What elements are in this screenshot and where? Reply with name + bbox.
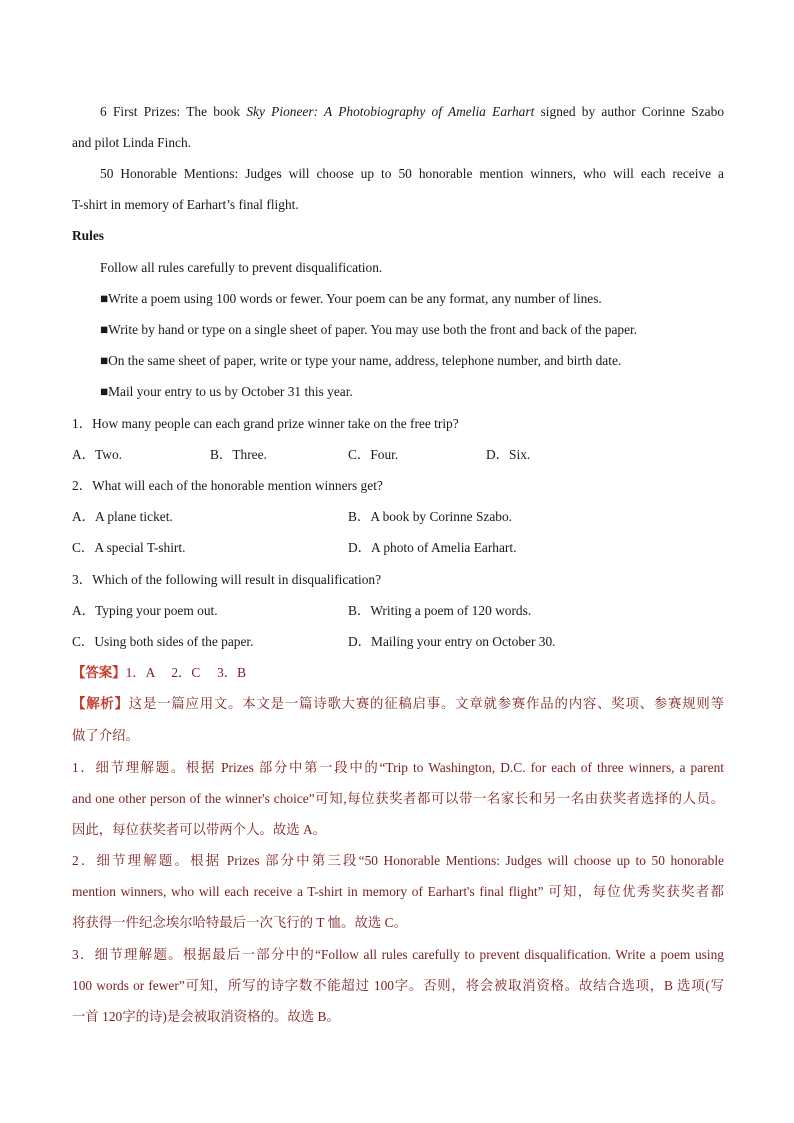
analysis-q3-line-2: 100 words or fewer”可知，所写的诗字数不能超过 100字。否则，将会被取消资格。故结合选项，B 选项(写 [72,978,724,993]
rules-heading: Rules [72,228,104,243]
rule-item: ■Write a poem using 100 words or fewer. Your poem can be any format, any number of lines. [100,291,602,306]
q2-option-a: A．A plane ticket. [72,509,173,524]
q1-option-d: D．Six. [486,447,531,462]
q3-option-a: A．Typing your poem out. [72,603,218,618]
answer-text: 1．A 2．C 3．B [125,665,247,680]
question-3-stem: 3．Which of the following will result in disqualification? [72,572,382,587]
analysis-tag: 【解析】 [72,696,129,711]
analysis-q2-line-1: 2．细节理解题。根据 Prizes 部分中第三段“50 Honorable Mentions: Judges will choose up to 50 honorable [72,853,724,868]
q1-option-b: B．Three. [210,447,267,462]
answer-tag: 【答案】 [72,665,126,680]
analysis-q1-line-3: 因此，每位获奖者可以带两个人。故选 A。 [72,822,327,837]
q3-option-b: B．Writing a poem of 120 words. [348,603,532,618]
q2-option-d: D．A photo of Amelia Earhart. [348,540,517,555]
q1-option-a: A．Two. [72,447,123,462]
q3-option-c: C．Using both sides of the paper. [72,634,254,649]
honorable-line-2: T-shirt in memory of Earhart’s final flight. [72,197,299,212]
honorable-line-1: 50 Honorable Mentions: Judges will choose up to 50 honorable mention winners, who will each receive a [100,166,724,181]
question-1-stem: 1．How many people can each grand prize winner take on the free trip? [72,416,459,431]
analysis-q2-line-2: mention winners, who will each receive a T-shirt in memory of Earhart's final flight” 可知，每位优秀奖获奖者都 [72,884,724,899]
first-prize-line-1: 6 First Prizes: The book Sky Pioneer: A Photobiography of Amelia Earhart signed by author Corinne Szabo [100,104,725,119]
rules-intro: Follow all rules carefully to prevent disqualification. [100,260,383,275]
analysis-q3-line-1: 3．细节理解题。根据最后一部分中的“Follow all rules carefully to prevent disqualification. Write a poem using [72,947,724,962]
analysis-q3-line-3: 一首 120字的诗)是会被取消资格的。故选 B。 [72,1009,340,1024]
rule-item: ■On the same sheet of paper, write or type your name, address, telephone number, and birth date. [100,353,622,368]
analysis-line-1: 【解析】这是一篇应用文。本文是一篇诗歌大赛的征稿启事。文章就参赛作品的内容、奖项、参赛规则等 [72,696,724,711]
analysis-q1-line-2: and one other person of the winner's choice”可知,每位获奖者都可以带一名家长和另一名由获奖者选择的人员。 [72,791,724,806]
analysis-q2-line-3: 将获得一件纪念埃尔哈特最后一次飞行的 T 恤。故选 C。 [72,915,407,930]
q1-option-c: C．Four. [348,447,399,462]
question-2-stem: 2．What will each of the honorable mention winners get? [72,478,383,493]
rule-item: ■Mail your entry to us by October 31 this year. [100,384,353,399]
analysis-line-2: 做了介绍。 [72,728,139,743]
first-prize-line-2: and pilot Linda Finch. [72,135,192,150]
q2-option-b: B．A book by Corinne Szabo. [348,509,513,524]
rule-item: ■Write by hand or type on a single sheet of paper. You may use both the front and back of the paper. [100,322,638,337]
q3-option-d: D．Mailing your entry on October 30. [348,634,556,649]
answer-line [72,665,724,681]
q2-option-c: C．A special T-shirt. [72,540,186,555]
analysis-q1-line-1: 1．细节理解题。根据 Prizes 部分中第一段中的“Trip to Washington, D.C. for each of three winners, a parent [72,760,724,775]
